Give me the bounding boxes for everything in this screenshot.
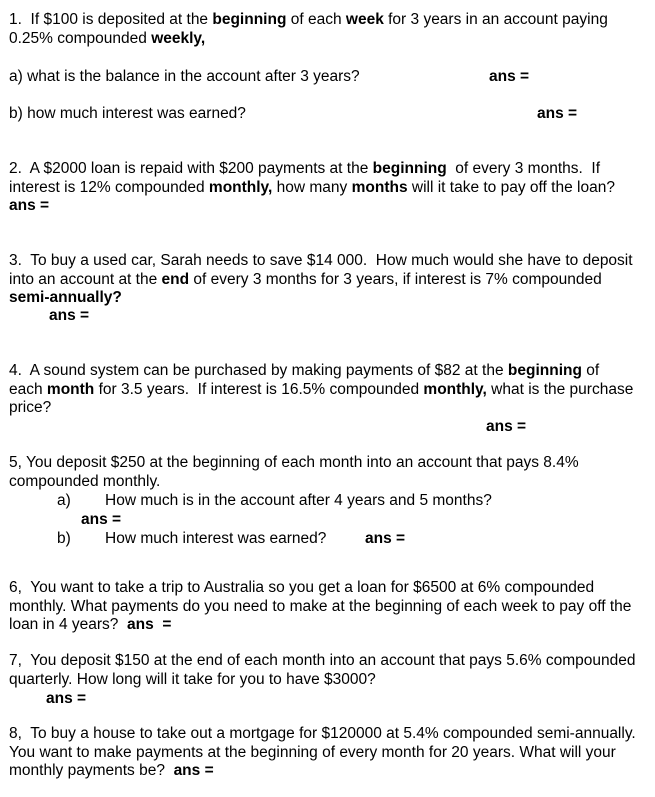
question-1b-answer-label: ans =: [537, 105, 578, 122]
emphasis-text: month: [46, 380, 95, 398]
question-1b-text: b) how much interest was earned?: [9, 105, 246, 122]
emphasis-text: months: [351, 178, 408, 196]
body-text: what is the purchase price?: [9, 380, 638, 416]
question-3-answer-label: ans =: [49, 307, 90, 324]
question-5b-label: b): [57, 530, 71, 547]
question-5a-answer-label: ans =: [81, 511, 122, 528]
emphasis-text: ans =: [9, 197, 50, 214]
question-5: [9, 454, 637, 491]
question-5-intro: 5, You deposit $250 at the beginning of each month into an account that pays 8.4% compounded monthly.: [9, 454, 583, 490]
body-text: will it take to pay off the loan?: [407, 178, 620, 196]
body-text: of every 3 months. If interest is 12% compounded: [9, 160, 605, 196]
emphasis-text: beginning: [507, 362, 582, 379]
body-text: 2. A $2000 loan is repaid with $200 payments at the: [9, 160, 373, 177]
body-text: how many: [272, 178, 352, 196]
body-text: of every 3 months for 3 years, if interest is 7% compounded: [189, 270, 607, 288]
question-6: [9, 579, 637, 635]
body-text: of each: [9, 362, 604, 398]
question-1-text: [9, 11, 637, 48]
emphasis-text: ans =: [127, 616, 172, 633]
question-3-text: [9, 252, 637, 308]
question-6-text: [9, 579, 637, 635]
question-4-answer-label: ans =: [486, 418, 527, 435]
question-5b-text: How much interest was earned?: [105, 530, 327, 547]
body-text: for 3.5 years. If interest is 16.5% compounded: [94, 380, 424, 398]
question-7-text: 7, You deposit $150 at the end of each month into an account that pays 5.6% compounded quarterly. How long will it take for you to have $3000?: [9, 652, 640, 688]
emphasis-text: week: [345, 11, 384, 28]
question-4-text: [9, 362, 637, 418]
body-text: 1. If $100 is deposited at the: [9, 11, 213, 28]
question-8: [9, 725, 640, 781]
body-text: for 3 years in an account paying 0.25% compounded: [9, 11, 613, 47]
question-2: [9, 160, 637, 216]
emphasis-text: beginning: [372, 160, 447, 177]
question-3: [9, 252, 637, 308]
question-4: [9, 362, 637, 418]
question-1a-text: a) what is the balance in the account after 3 years?: [9, 68, 360, 85]
emphasis-text: semi-annually?: [9, 289, 122, 306]
emphasis-text: weekly,: [151, 29, 206, 47]
question-2-text: [9, 160, 637, 216]
question-7-answer-label: ans =: [46, 690, 87, 707]
question-5b-answer-label: ans =: [365, 530, 406, 547]
emphasis-text: monthly,: [423, 380, 487, 398]
question-8-text: [9, 725, 640, 781]
emphasis-text: end: [161, 270, 190, 288]
body-text: 6, You want to take a trip to Australia so you get a loan for $6500 at 6% compounded monthly. What payments do you need to make at the beginning of each week to pay off the loan in 4 years?: [9, 579, 636, 633]
emphasis-text: monthly,: [208, 178, 273, 196]
question-5a-text: How much is in the account after 4 years and 5 months?: [105, 492, 492, 509]
emphasis-text: ans =: [173, 762, 214, 779]
question-1a-answer-label: ans =: [489, 68, 530, 85]
question-7: [9, 652, 640, 689]
body-text: 8, To buy a house to take out a mortgage for $120000 at 5.4% compounded semi-annually. You want to make payments at the beginning of every month for 20 years. What will your monthly payments be?: [9, 725, 640, 779]
body-text: of each: [286, 11, 346, 28]
question-1: [9, 11, 637, 48]
question-5a-label: a): [57, 492, 71, 509]
emphasis-text: beginning: [212, 11, 287, 28]
body-text: 4. A sound system can be purchased by making payments of $82 at the: [9, 362, 508, 379]
body-text: 3. To buy a used car, Sarah needs to save $14 000. How much would she have to deposit into an account at the: [9, 252, 637, 288]
